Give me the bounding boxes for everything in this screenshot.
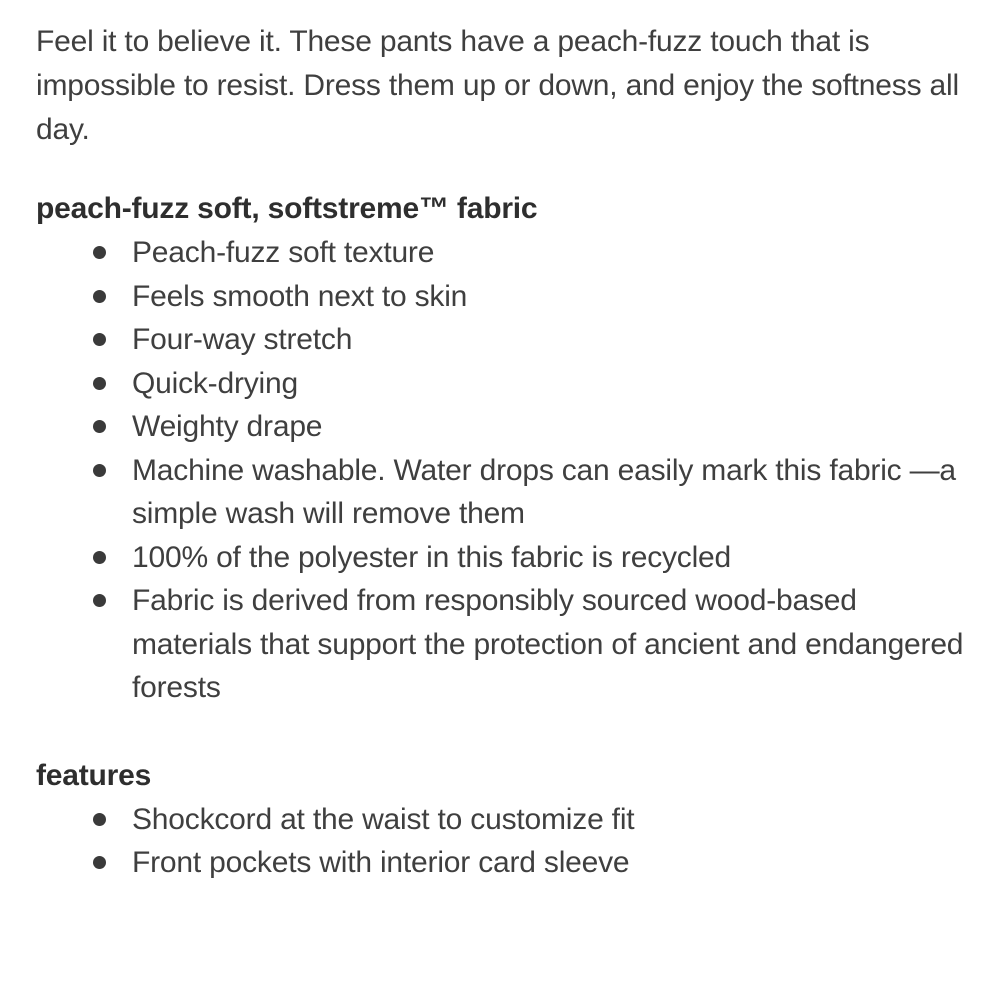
list-item-text: Feels smooth next to skin [132, 279, 468, 313]
bullet-icon [93, 856, 106, 869]
fabric-heading: peach-fuzz soft, softstreme™ fabric [36, 192, 538, 225]
list-item-text: Machine washable. Water drops can easily mark this fabric —a simple wash will remove them [132, 453, 956, 530]
list-item-text: Quick-drying [132, 366, 298, 400]
list-item-text: Shockcord at the waist to customize fit [132, 802, 635, 836]
list-item [132, 231, 966, 275]
product-description [36, 20, 966, 885]
intro-paragraph: Feel it to believe it. These pants have a peach-fuzz touch that is impossible to resist. Dress them up or down, and enjoy the softness all day. [36, 25, 959, 146]
list-item [132, 579, 966, 710]
list-item [132, 318, 966, 362]
list-item [132, 841, 966, 885]
list-item [132, 405, 966, 449]
list-item [132, 275, 966, 319]
bullet-icon [93, 420, 106, 433]
list-item-text: Front pockets with interior card sleeve [132, 846, 630, 879]
list-item [132, 536, 966, 580]
fabric-list [36, 231, 966, 710]
bullet-icon [93, 813, 106, 826]
list-item-text: Fabric is derived from responsibly sourced wood-based materials that support the protection of ancient and endangered forests [132, 584, 964, 704]
list-item-text: Four-way stretch [132, 323, 353, 356]
bullet-icon [93, 246, 106, 259]
list-item-text: Weighty drape [132, 410, 323, 443]
list-item-text: Peach-fuzz soft texture [132, 236, 435, 269]
bullet-icon [93, 594, 106, 607]
list-item [132, 449, 966, 536]
bullet-icon [93, 377, 106, 390]
bullet-icon [93, 551, 106, 564]
features-list [36, 798, 966, 885]
list-item [132, 798, 966, 842]
bullet-icon [93, 464, 106, 477]
list-item-text: 100% of the polyester in this fabric is recycled [132, 540, 732, 574]
list-item [132, 362, 966, 406]
features-heading: features [36, 758, 152, 792]
bullet-icon [93, 333, 106, 346]
bullet-icon [93, 290, 106, 303]
